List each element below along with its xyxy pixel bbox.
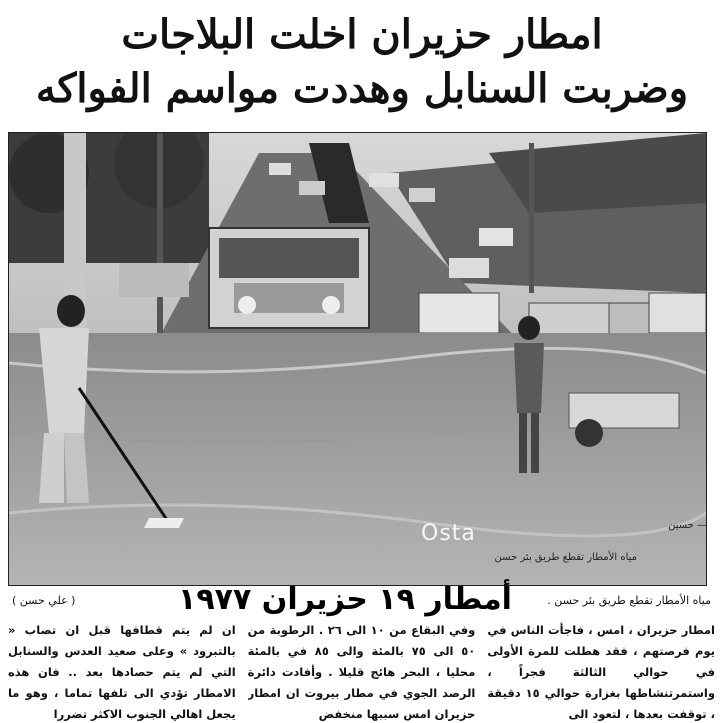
- news-photo: [8, 132, 707, 586]
- headline-line-1: امطار حزيران اخلت البلاجات: [121, 11, 603, 58]
- column-text: وفي البقاع من ١٠ الى ٢٦ . الرطوبة من ٥٠ الى ٧٥ بالمئة والى ٨٥ في بالمئة محليا ، البحر هائج قليلا . وأفادت دائرة الرصد الجوي في مطار بيروت ان امطار حزيران امس سببها منخفض: [247, 623, 476, 721]
- article-body: [8, 620, 715, 723]
- article-column-3: [8, 620, 236, 723]
- headline: [12, 8, 712, 132]
- column-text: امطار حزيران ، امس ، فاجأت الناس في يوم فرصتهم ، فقد هطلت للمرة الأولى في حوالي الثالثة فجراً ، واستمرتنشاطها بغزارة حوالي ١٥ دقيقة ، توقفت بعدها ، لتعود الى: [487, 623, 715, 721]
- photo-credit: ( علي حسن ): [12, 594, 76, 607]
- headline-line-2: وضربت السنابل وهددت مواسم الفواكه: [35, 65, 689, 112]
- photo-caption-bottom: مياه الأمطار تقطع طريق بئر حسن: [494, 552, 637, 563]
- photo-caption: مياه الأمطار تقطع طريق بئر حسن .: [547, 594, 711, 607]
- date-overlay: أمطار ١٩ حزيران ١٩٧٧: [178, 582, 512, 617]
- article-column-1: [487, 620, 715, 723]
- flooded-street-illustration: [9, 133, 706, 585]
- watermark: Osta: [421, 521, 476, 546]
- photo-caption-top: — حسين: [668, 520, 707, 531]
- column-text: ان لم يتم قطافها قبل ان تصاب « بالتبرود » وعلى صعيد العدس والسنابل التي لم يتم حصادها بعد .. فان هذه الامطار تؤدي الى تلفها تماما ، وهو ما يجعل اهالي الجنوب الاكثر تضررا: [8, 623, 236, 721]
- article-column-2: [248, 620, 476, 723]
